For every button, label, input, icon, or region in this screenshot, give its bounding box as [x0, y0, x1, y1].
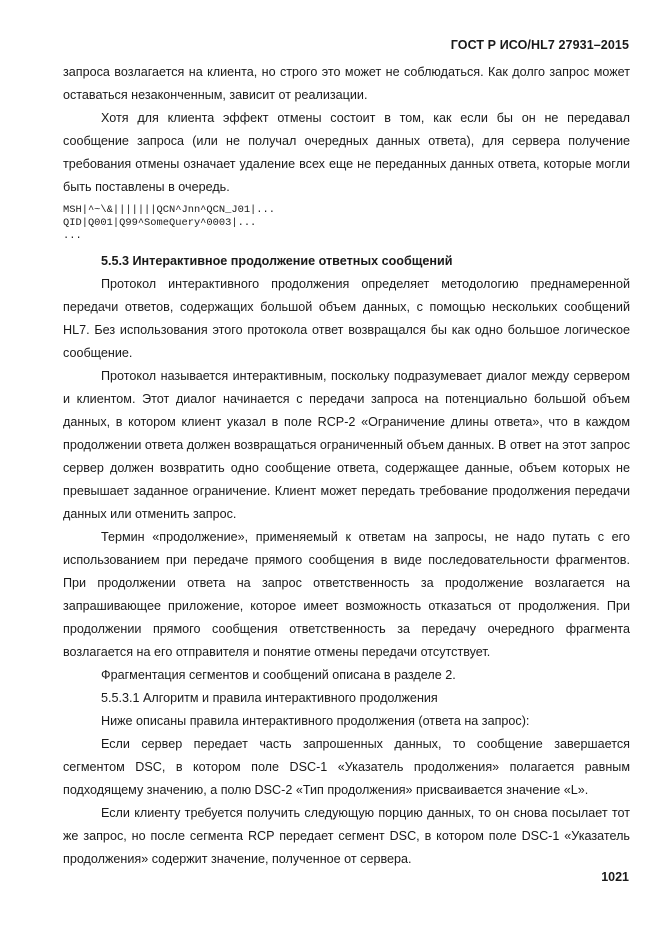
- paragraph-fragmentation-ref: Фрагментация сегментов и сообщений описана в разделе 2.: [101, 668, 456, 682]
- paragraph-rules-intro: Ниже описаны правила интерактивного продолжения (ответа на запрос):: [101, 714, 530, 728]
- code-line-msh: MSH|^~\&|||||||QCN^Jnn^QCN_J01|...: [63, 204, 276, 216]
- document-header: ГОСТ Р ИСО/HL7 27931–2015: [450, 38, 629, 52]
- paragraph-protocol-definition: Протокол интерактивного продолжения определяет методологию преднамеренной передачи ответов, содержащих большой объем данных, с помощью нескольких сообщений HL7. Без использования этого протокола ответ возвращался бы как одно большое логическое сообщение.: [63, 277, 630, 360]
- paragraph-continuation-term: Термин «продолжение», применяемый к ответам на запросы, не надо путать с его использованием при передаче прямого сообщения в виде последовательности фрагментов. При продолжении ответа на запрос ответственность за продолжение возлагается на запрашивающее приложение, которое имеет возможность отказаться от продолжения. При продолжении прямого сообщения ответственность за передачу очередного фрагмента возлагается на его отправителя и понятие отмены передачи отсутствует.: [63, 530, 630, 659]
- code-line-ellipsis: ...: [63, 230, 82, 242]
- page-number: 1021: [601, 870, 629, 884]
- code-sample: [63, 199, 630, 250]
- page-content: [63, 61, 630, 871]
- paragraph-rule-client: Если клиенту требуется получить следующую порцию данных, то он снова посылает тот же запрос, но после сегмента RCP передает сегмент DSC, в котором поле DSC-1 «Указатель продолжения» содержит значение, полученное от сервера.: [63, 806, 630, 866]
- paragraph-cancel-effect: Хотя для клиента эффект отмены состоит в том, как если бы он не передавал сообщение запроса (или не получал очередных данных ответа), для сервера получение требования отмены означает удаление всех еще не переданных данных ответа, которые могли быть поставлены в очередь.: [63, 111, 630, 194]
- paragraph-rule-server: Если сервер передает часть запрошенных данных, то сообщение завершается сегментом DSC, в котором поле DSC-1 «Указатель продолжения» полагается равным подходящему значению, а полю DSC-2 «Тип продолжения» присваивается значение «L».: [63, 737, 630, 797]
- paragraph-interactive-dialog: Протокол называется интерактивным, поскольку подразумевает диалог между сервером и клиентом. Этот диалог начинается с передачи запроса на потенциально большой объем данных, в котором клиент указал в поле RCP-2 «Ограничение длины ответа», что в каждом продолжении ответа должен возвращаться ограниченный объем данных. В ответ на этот запрос сервер должен возвратить одно сообщение ответа, содержащее данные, объем которых не превышает заданное ограничение. Клиент может передать требование продолжения передачи данных или отменить запрос.: [63, 369, 630, 521]
- subsection-heading: 5.5.3.1 Алгоритм и правила интерактивного продолжения: [101, 691, 438, 705]
- paragraph-continuation: запроса возлагается на клиента, но строго это может не соблюдаться. Как долго запрос может оставаться незаконченным, зависит от реализации.: [63, 65, 630, 102]
- section-heading: 5.5.3 Интерактивное продолжение ответных сообщений: [101, 254, 453, 268]
- code-line-qid: QID|Q001|Q99^SomeQuery^0003|...: [63, 217, 257, 229]
